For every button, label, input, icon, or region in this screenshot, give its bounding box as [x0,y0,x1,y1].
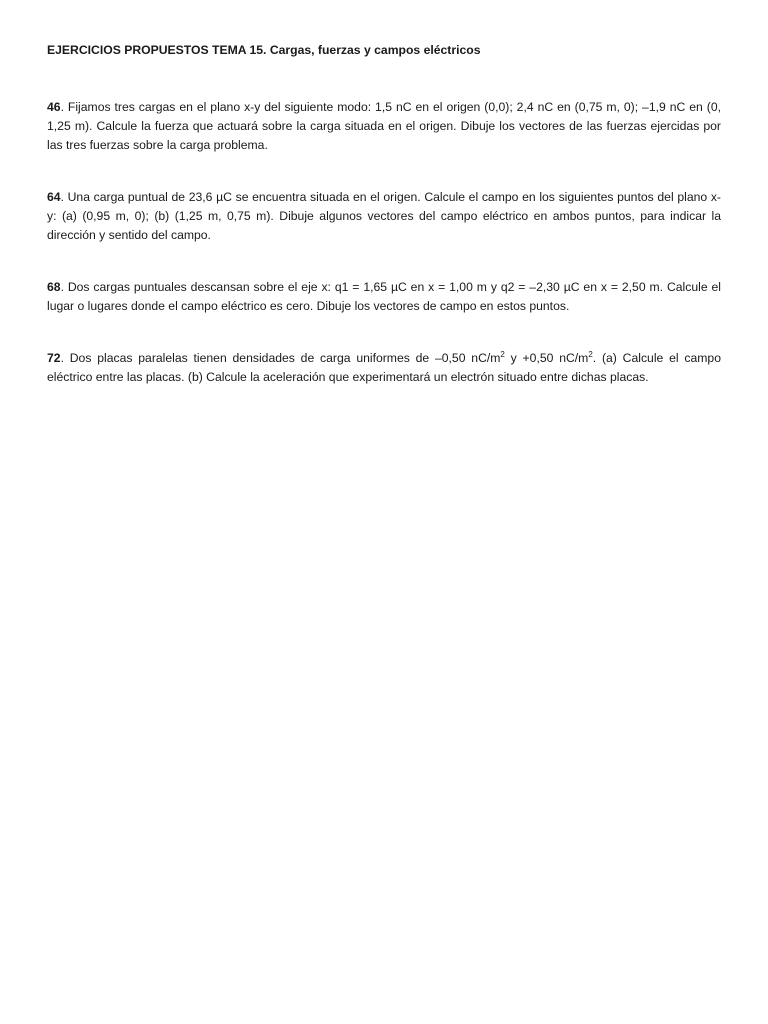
exercise-number: 72 [47,351,61,365]
exercise-46 [47,98,721,155]
exercise-text-part3: . (a) Calcule el campo eléctrico entre las placas. (b) Calcule la aceleración que experimentará un electrón situado entre dichas placas. [47,351,721,384]
exercise-text: . Dos cargas puntuales descansan sobre el eje x: q1 = 1,65 µC en x = 1,00 m y q2 = –2,30 µC en x = 2,50 m. Calcule el lugar o lugares donde el campo eléctrico es cero. Dibuje los vectores de campo en estos puntos. [47,280,721,313]
exercise-64 [47,188,721,245]
exercise-text-part2: y +0,50 nC/m [504,351,589,365]
exercise-number: 64 [47,190,61,204]
exercise-number: 68 [47,280,61,294]
exercise-68 [47,278,721,316]
exercise-text: . Una carga puntual de 23,6 µC se encuentra situada en el origen. Calcule el campo en los siguientes puntos del plano x-y: (a) (0,95 m, 0); (b) (1,25 m, 0,75 m). Dibuje algunos vectores del campo eléctrico en ambos puntos, para indicar la dirección y sentido del campo. [47,190,721,242]
exercise-72 [47,349,721,387]
exercise-text: . Fijamos tres cargas en el plano x-y del siguiente modo: 1,5 nC en el origen (0,0); 2,4 nC en (0,75 m, 0); –1,9 nC en (0, 1,25 m). Calcule la fuerza que actuará sobre la carga situada en el origen. Dibuje los vectores de las fuerzas ejercidas por las tres fuerzas sobre la carga problema. [47,100,721,152]
exercise-text-part1: . Dos placas paralelas tienen densidades de carga uniformes de –0,50 nC/m [60,351,501,365]
exercise-number: 46 [47,100,61,114]
superscript-exponent: 2 [500,349,505,359]
superscript-exponent: 2 [588,349,593,359]
document-title: EJERCICIOS PROPUESTOS TEMA 15. Cargas, fuerzas y campos eléctricos [47,43,481,57]
